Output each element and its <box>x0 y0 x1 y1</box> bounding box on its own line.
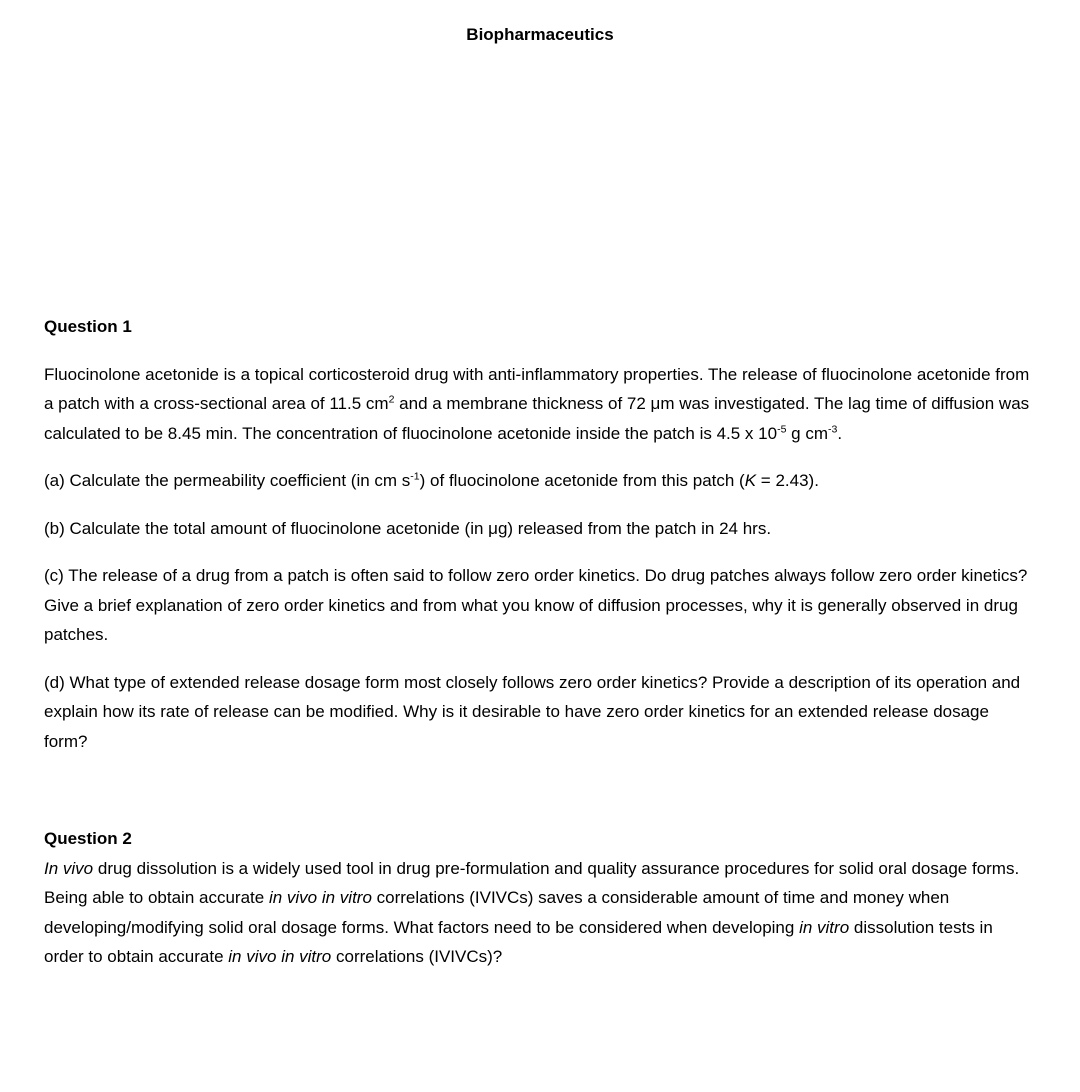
question1-part-b: (b) Calculate the total amount of fluocinolone acetonide (in μg) released from the patch in 24 hrs. <box>44 518 772 538</box>
question1-part-d: (d) What type of extended release dosage form most closely follows zero order kinetics? Provide a description of its operation and explain how its rate of release can be modified. Why is it desirable to have zero order kinetics for an extended release dosage form? <box>44 672 1021 751</box>
question1-part-a: (a) Calculate the permeability coefficient (in cm $s^{-1}$) of fluocinolone acetonide from this patch (K = 2.43). <box>44 470 819 490</box>
question2-heading: Question 2 <box>44 829 132 848</box>
question1-intro-paragraph: Fluocinolone acetonide is a topical corticosteroid drug with anti-inflammatory properties. The release of fluocinolone acetonide from a patch with a cross-sectional area of 11.5 $cm^2$ and a membrane thickness of 72 μm was investigated. The lag time of diffusion was calculated to be 8.45 min. The concentration of fluocinolone acetonide inside the patch is 4.5 x $10^{-5}$ g $cm^{-3}$. <box>44 364 1030 443</box>
document-title: Biopharmaceutics <box>466 25 614 44</box>
question1-part-c: (c) The release of a drug from a patch is often said to follow zero order kinetics. Do drug patches always follow zero order kinetics? Give a brief explanation of zero order kinetics and from what you know of diffusion processes, why it is generally observed in drug patches. <box>44 566 1028 644</box>
title-spacer <box>44 46 1036 312</box>
question2-body-paragraph: In vivo drug dissolution is a widely used tool in drug pre-formulation and quality assurance procedures for solid oral dosage forms. Being able to obtain accurate in vivo in vitro correlations (IVIVCs) saves a considerable amount of time and money when developing/modifying solid oral dosage forms. What factors need to be considered when developing in vitro dissolution tests in order to obtain accurate in vivo in vitro correlations (IVIVCs)? <box>44 858 1020 966</box>
question1-heading: Question 1 <box>44 317 132 336</box>
